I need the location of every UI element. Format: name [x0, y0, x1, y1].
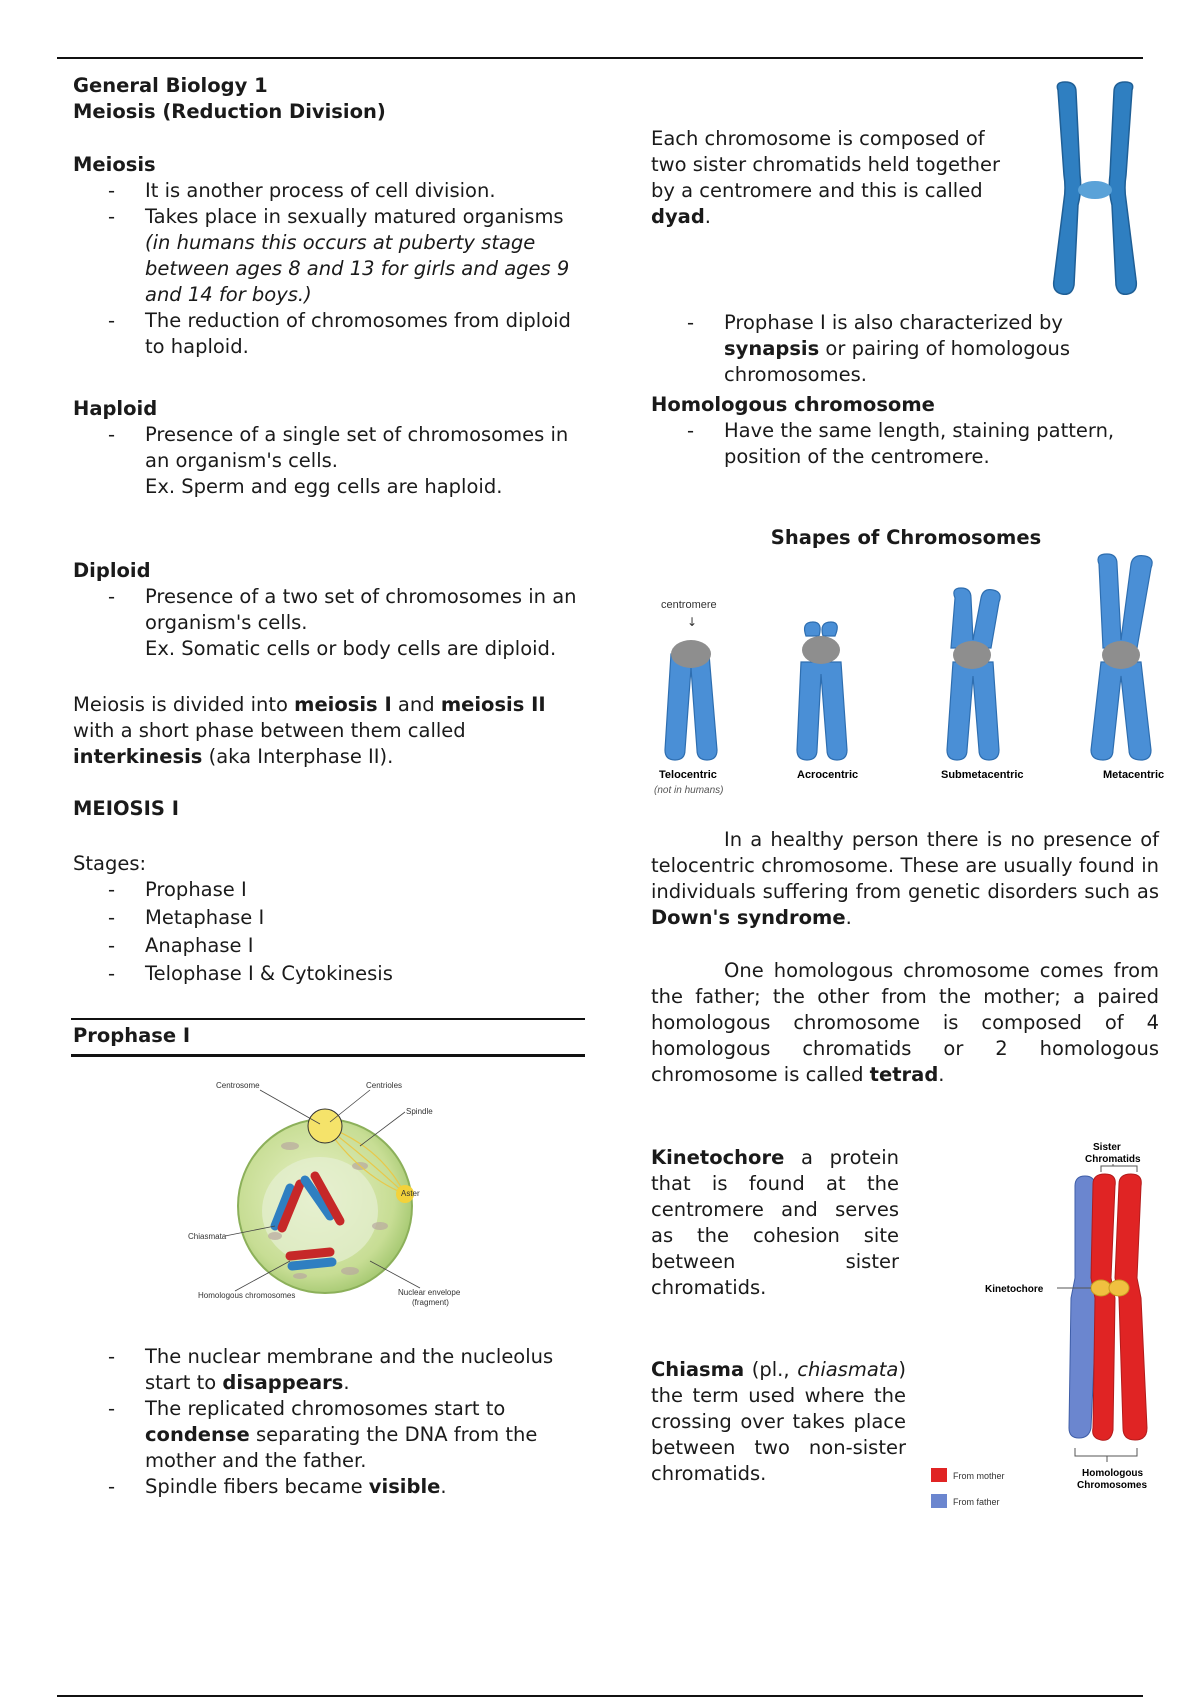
metacentric-centromere: [1102, 641, 1140, 669]
telocentric-chromosome: [665, 654, 717, 760]
example-text: Ex. Somatic cells or body cells are diploid.: [145, 637, 557, 660]
mother-chromatid-1: [1091, 1174, 1115, 1440]
list-item: - The reduction of chromosomes from diploid to haploid.: [108, 309, 571, 358]
label-nuclear-envelope: Nuclear envelope: [398, 1288, 461, 1297]
top-rule: [57, 57, 1143, 59]
stages-section: [73, 851, 593, 987]
acrocentric-centromere: [802, 636, 840, 664]
label-aster: Aster: [401, 1189, 420, 1198]
label-homologous: Homologous chromosomes: [198, 1291, 296, 1300]
homologous-bracket: [1075, 1448, 1137, 1462]
chromatid-right: [1109, 82, 1136, 294]
division-paragraph: Meiosis is divided into meiosis I and meiosis II with a short phase between them called interkinesis (aka Interphase II).: [73, 693, 546, 768]
stages-list: [108, 877, 593, 987]
list-item: - Presence of a single set of chromosomes in an organism's cells.: [108, 423, 569, 472]
label-submetacentric: Submetacentric: [941, 769, 1024, 781]
centromere: [1078, 181, 1112, 199]
list-item: - Prophase I is also characterized by synapsis or pairing of homologous chromosomes.: [687, 311, 1071, 386]
label-kinetochore: Kinetochore: [985, 1284, 1044, 1295]
list-item: - Presence of a two set of chromosomes in an organism's cells.: [108, 585, 577, 634]
label-fragment: (fragment): [412, 1298, 449, 1307]
prophase-cell-diagram: [180, 1076, 480, 1321]
kinetochore-paragraph: Kinetochore a protein that is found at the centromere and serves as the cohesion site between sister chromatids.: [651, 1146, 899, 1299]
prophase-heading: Prophase I: [73, 1024, 191, 1047]
kinetochore-diagram: [925, 1138, 1165, 1518]
haploid-section: [73, 396, 593, 500]
prophase-heading-box: [71, 1018, 585, 1057]
centromere-label: centromere: [661, 599, 717, 611]
tetrad-paragraph: One homologous chromosome comes from the father; the other from the mother; a paired homologous chromosome is composed of 4 homologous chromatids or 2 homologous chromosome is called tetrad.: [651, 959, 1159, 1086]
topic-title: Meiosis (Reduction Division): [73, 100, 386, 123]
healthy-paragraph: In a healthy person there is no presence of telocentric chromosome. These are usually found in individuals suffering from genetic disorders such as Down's syndrome.: [651, 828, 1159, 929]
label-sister: Sister: [1093, 1142, 1121, 1153]
label-spindle: Spindle: [406, 1107, 433, 1116]
label-homologous: Homologous: [1082, 1468, 1144, 1479]
mother-chromatid-2: [1115, 1174, 1147, 1440]
document-title: [73, 73, 593, 125]
shapes-heading: Shapes of Chromosomes: [770, 526, 1042, 549]
label-centrosome: Centrosome: [216, 1081, 260, 1090]
homologous-heading: Homologous chromosome: [651, 393, 935, 416]
dyad-chromosome-illustration: [1050, 80, 1140, 300]
meiosis-i-heading: MEIOSIS I: [73, 797, 179, 820]
bottom-rule: [57, 1695, 1143, 1697]
chromatid-left: [1054, 82, 1081, 294]
submetacentric-chromosome: [947, 588, 1000, 760]
list-item: - The replicated chromosomes start to condense separating the DNA from the mother and the father.: [108, 1397, 538, 1472]
legend-mother-swatch: [931, 1468, 947, 1482]
label-metacentric: Metacentric: [1103, 769, 1165, 781]
list-item: - Telophase I & Cytokinesis: [108, 962, 393, 985]
homologous-section: [651, 392, 1171, 470]
sister-bracket: [1101, 1164, 1137, 1172]
legend-father-swatch: [931, 1494, 947, 1508]
label-centrioles: Centrioles: [366, 1081, 403, 1090]
list-item: - The nuclear membrane and the nucleolus start to disappears.: [108, 1345, 554, 1394]
telocentric-centromere: [671, 640, 711, 668]
label-chiasmata: Chiasmata: [188, 1232, 227, 1241]
meiosis-section: [73, 152, 593, 360]
centromere-arrow: ↓: [687, 615, 698, 629]
example-text: Ex. Sperm and egg cells are haploid.: [145, 475, 503, 498]
label-chromatids: Chromatids: [1085, 1154, 1141, 1165]
course-title: General Biology 1: [73, 74, 268, 97]
dyad-paragraph: Each chromosome is composed of two sister chromatids held together by a centromere and this is called dyad.: [651, 127, 1000, 228]
list-item: - Spindle fibers became visible.: [108, 1475, 447, 1498]
haploid-heading: Haploid: [73, 397, 158, 420]
chiasma-paragraph: Chiasma (pl., chiasmata) the term used where the crossing over takes place between two non-sister chromatids.: [651, 1358, 906, 1485]
list-item: - Anaphase I: [108, 934, 254, 957]
label-homologous-chromosomes: Chromosomes: [1077, 1480, 1148, 1491]
list-item: - Prophase I: [108, 878, 247, 901]
label-telocentric: Telocentric: [659, 769, 717, 781]
centrosome-circle: [308, 1109, 342, 1143]
diploid-heading: Diploid: [73, 559, 151, 582]
legend-father-label: From father: [953, 1497, 1000, 1507]
stages-label: Stages:: [73, 852, 147, 875]
meiosis-heading: Meiosis: [73, 153, 156, 176]
label-not-in-humans: (not in humans): [654, 785, 724, 796]
list-item: - Have the same length, staining pattern, position of the centromere.: [687, 419, 1115, 468]
legend-mother-label: From mother: [953, 1471, 1005, 1481]
chromosome-shapes-figure: [651, 550, 1186, 800]
prophase-bullets: [108, 1344, 595, 1500]
synapsis-item: [687, 310, 1164, 388]
list-item: - Metaphase I: [108, 906, 265, 929]
submetacentric-centromere: [953, 641, 991, 669]
list-item: - It is another process of cell division.: [108, 179, 496, 202]
diploid-section: [73, 558, 593, 662]
list-item: - Takes place in sexually matured organisms (in humans this occurs at puberty stage between ages 8 and 13 for girls and ages 9 and 14 for boys.): [108, 205, 570, 306]
label-acrocentric: Acrocentric: [797, 769, 859, 781]
